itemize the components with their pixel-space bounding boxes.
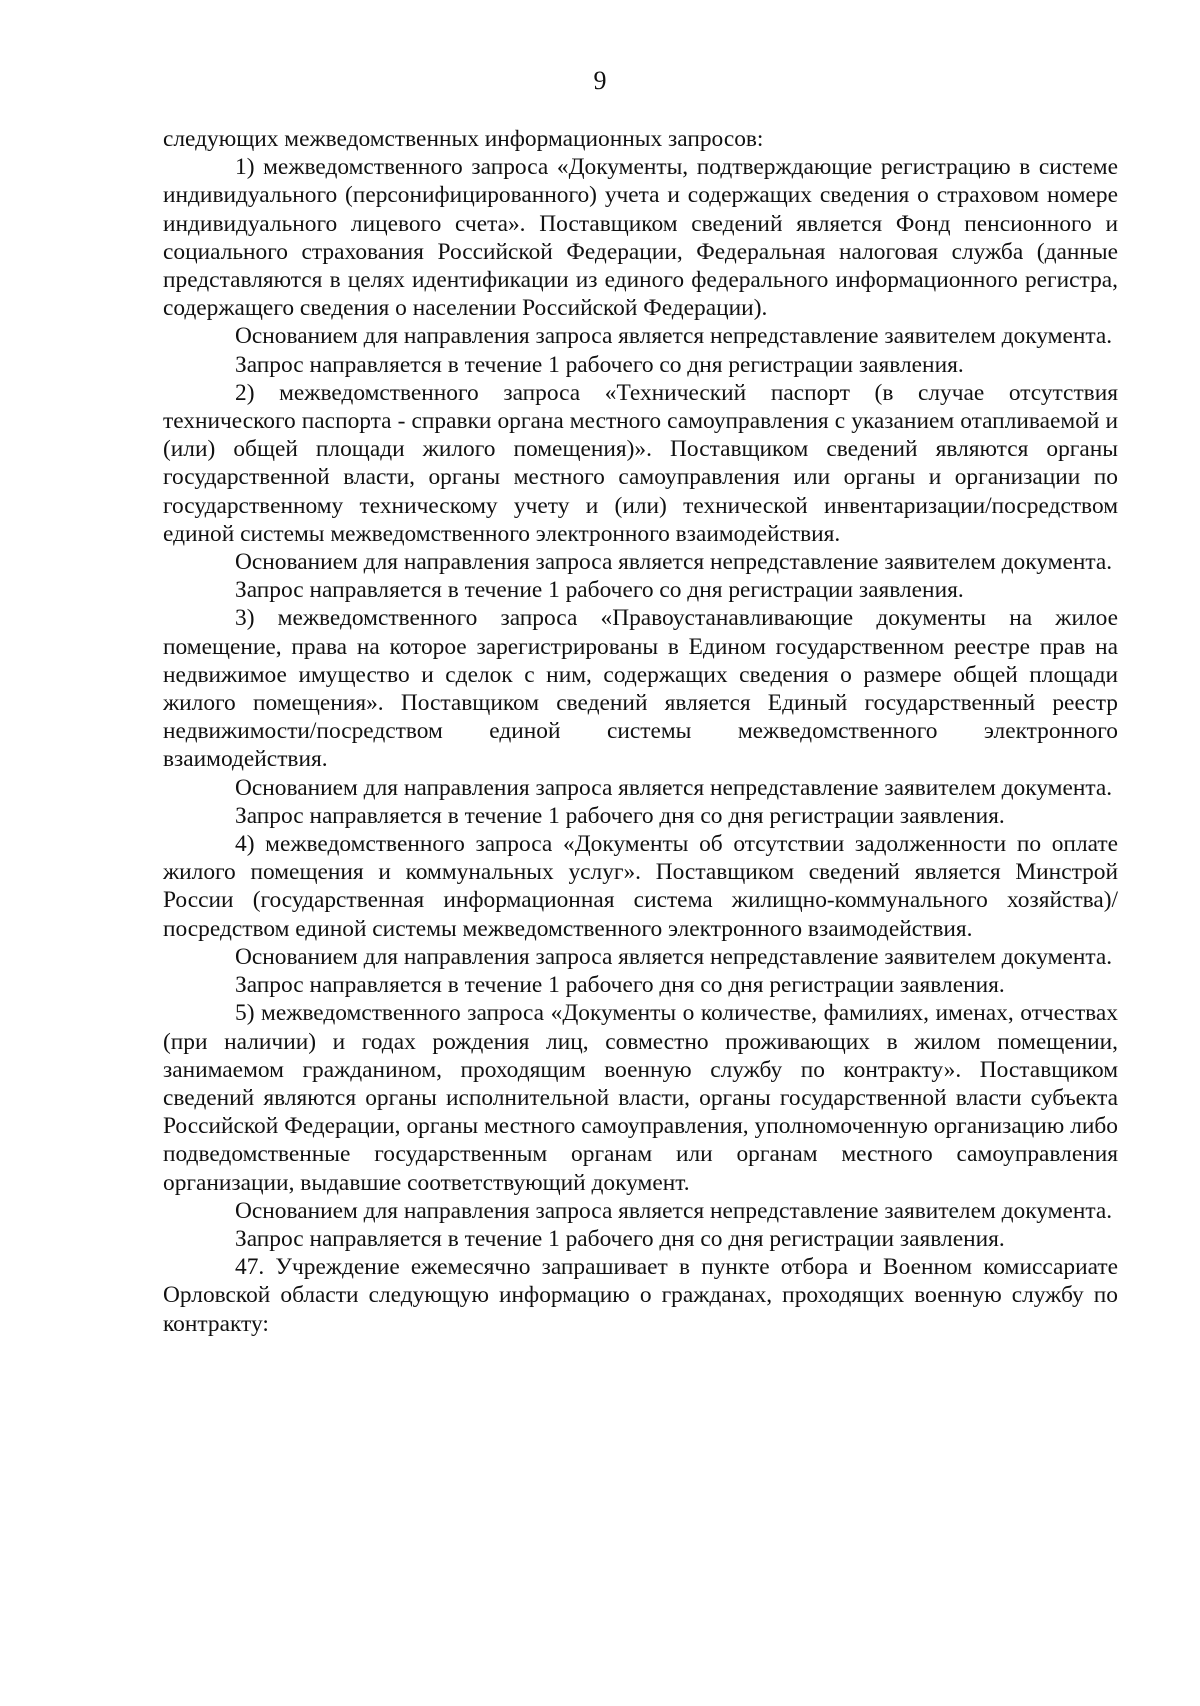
paragraph-item-4: 4) межведомственного запроса «Документы об отсутствии задолженности по оплате жилого помещения и коммунальных услуг». Поставщиком сведений является Минстрой России (государственная информационная система жилищно-коммунального хозяйства)/посредством единой системы межведомственного электронного взаимодействия.: [163, 831, 1118, 942]
paragraph-deadline: Запрос направляется в течение 1 рабочего со дня регистрации заявления.: [235, 577, 964, 604]
paragraph-item-5: 5) межведомственного запроса «Документы о количестве, фамилиях, именах, отчествах (при наличии) и годах рождения лиц, совместно проживающих в жилом помещении, занимаемом гражданином, проходящим военную службу по контракту». Поставщиком сведений являются органы исполнительной власти, органы государственной власти субъекта Российской Федерации, органы местного самоуправления, уполномоченную организацию либо подведомственные государственным органам или органам местного самоуправления организации, выдавшие соответствующий документ.: [163, 1000, 1118, 1196]
paragraph-basis: Основанием для направления запроса является непредставление заявителем документа.: [235, 323, 1113, 350]
paragraph-section-47: 47. Учреждение ежемесячно запрашивает в пункте отбора и Военном комиссариате Орловской области следующую информацию о гражданах, проходящих военную службу по контракту:: [163, 1254, 1118, 1337]
paragraph-basis: Основанием для направления запроса является непредставление заявителем документа.: [235, 774, 1113, 801]
paragraph-deadline: Запрос направляется в течение 1 рабочего дня со дня регистрации заявления.: [235, 802, 1005, 829]
paragraph-item-2: 2) межведомственного запроса «Технический паспорт (в случае отсутствия технического паспорта - справки органа местного самоуправления с указанием отапливаемой и (или) общей площади жилого помещения)». Поставщиком сведений являются органы государственной власти, органы местного самоуправления или органы и организации по государственному техническому учету и (или) технической инвентаризации/посредством единой системы межведомственного электронного взаимодействия.: [163, 379, 1118, 547]
paragraph-item-3: 3) межведомственного запроса «Правоустанавливающие документы на жилое помещение, права на которое зарегистрированы в Едином государственном реестре прав на недвижимое имущество и сделок с ним, содержащих сведения о размере общей площади жилого помещения». Поставщиком сведений является Единый государственный реестр недвижимости/посредством единой системы межведомственного электронного взаимодействия.: [163, 605, 1118, 773]
paragraph-deadline: Запрос направляется в течение 1 рабочего дня со дня регистрации заявления.: [235, 1225, 1005, 1252]
paragraph-continuation: следующих межведомственных информационных запросов:: [163, 126, 764, 152]
paragraph-item-1: 1) межведомственного запроса «Документы, подтверждающие регистрацию в системе индивидуального (персонифицированного) учета и содержащих сведения о страховом номере индивидуального лицевого счета». Поставщиком сведений является Фонд пенсионного и социального страхования Российской Федерации, Федеральная налоговая служба (данные представляются в целях идентификации из единого федерального информационного регистра, содержащего сведения о населении Российской Федерации).: [163, 154, 1118, 322]
paragraph-basis: Основанием для направления запроса является непредставление заявителем документа.: [235, 943, 1113, 970]
paragraph-basis: Основанием для направления запроса является непредставление заявителем документа.: [235, 549, 1113, 576]
paragraph-deadline: Запрос направляется в течение 1 рабочего со дня регистрации заявления.: [235, 351, 964, 378]
page-number: 9: [593, 66, 607, 95]
paragraph-basis: Основанием для направления запроса является непредставление заявителем документа.: [235, 1197, 1113, 1224]
document-body: [163, 125, 1118, 1338]
paragraph-deadline: Запрос направляется в течение 1 рабочего дня со дня регистрации заявления.: [235, 972, 1005, 999]
